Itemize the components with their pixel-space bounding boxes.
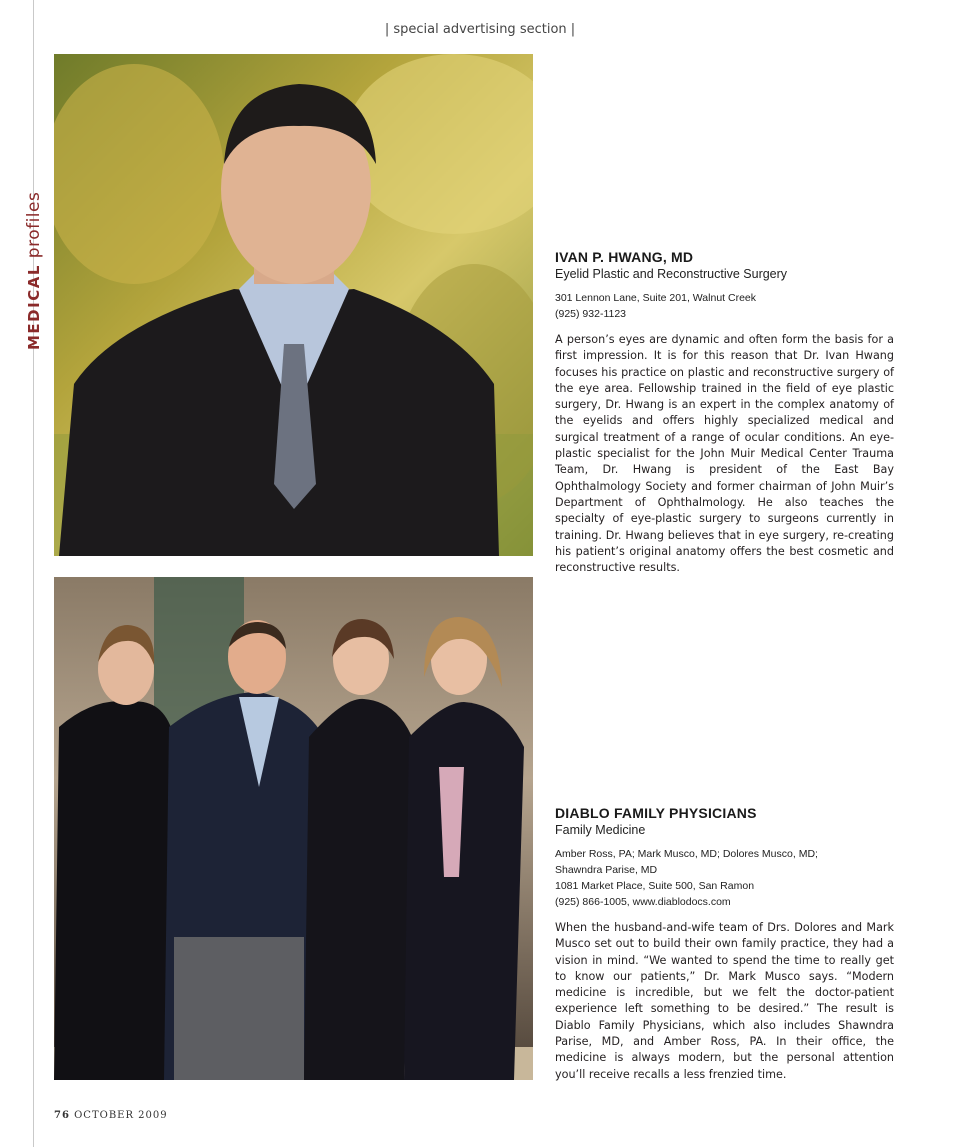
profile-contact <box>555 846 894 910</box>
contact-address: 301 Lennon Lane, Suite 201, Walnut Creek <box>555 292 757 304</box>
section-side-label <box>22 191 46 350</box>
contact-phone-web: (925) 866-1005, www.diablodocs.com <box>555 896 731 908</box>
page-footer <box>54 1110 168 1121</box>
profile-contact <box>555 290 894 322</box>
contact-staff-line-1: Amber Ross, PA; Mark Musco, MD; Dolores Musco, MD; <box>555 848 818 860</box>
left-margin-rule <box>33 0 34 1147</box>
profile-hwang <box>555 249 894 576</box>
portrait-photo-hwang <box>54 54 533 556</box>
profile-diablo-family-physicians <box>555 805 894 1083</box>
side-label-light: profiles <box>24 191 44 259</box>
profile-body-text: A person’s eyes are dynamic and often form the basis for a first impression. It is for this reason that Dr. Ivan Hwang focuses his practice on plastic and reconstructive surgery of the eye area. Fellowship trained in the field of eye plastic surgery, Dr. Hwang is an expert in the complex anatomy of the eyelids and offers highly specialized medical and surgical treatment of a range of ocular conditions. An eye-plastic specialist for the John Muir Medical Center Trauma Team, Dr. Hwang is president of the East Bay Ophthalmology Society and former chairman of John Muir’s Department of Ophthalmology. He also teaches the specialty of eye-plastic surgery to surgeons currently in training. Dr. Hwang believes that in eye surgery, re-creating his patient’s original anatomy offers the best cosmetic and reconstructive results. <box>555 333 894 575</box>
side-label-bold: MEDICAL <box>25 264 43 350</box>
issue-date: OCTOBER 2009 <box>74 1110 168 1121</box>
profile-name: DIABLO FAMILY PHYSICIANS <box>555 805 757 821</box>
contact-address: 1081 Market Place, Suite 500, San Ramon <box>555 880 755 892</box>
group-photo-diablo-family-physicians <box>54 577 533 1080</box>
profile-specialty: Eyelid Plastic and Reconstructive Surgery <box>555 267 788 281</box>
profile-body-text: When the husband-and-wife team of Drs. Dolores and Mark Musco set out to build their own family practice, they had a vision in mind. “We wanted to spend the time to really get to know our patients,” Dr. Mark Musco says. “Modern medicine is incredible, but we felt the doctor-patient experience left something to be desired.” The result is Diablo Family Physicians, which also includes Shawndra Parise, MD, and Amber Ross, PA. In their office, the medicine is always modern, but the personal attention you’ll receive recalls a less frenzied time. <box>555 921 894 1081</box>
contact-phone: (925) 932-1123 <box>555 308 627 320</box>
profile-name: IVAN P. HWANG, MD <box>555 249 694 265</box>
contact-staff-line-2: Shawndra Parise, MD <box>555 864 658 876</box>
advertising-section-header: | special advertising section | <box>384 22 576 37</box>
page-number: 76 <box>54 1110 70 1121</box>
profile-specialty: Family Medicine <box>555 823 646 837</box>
